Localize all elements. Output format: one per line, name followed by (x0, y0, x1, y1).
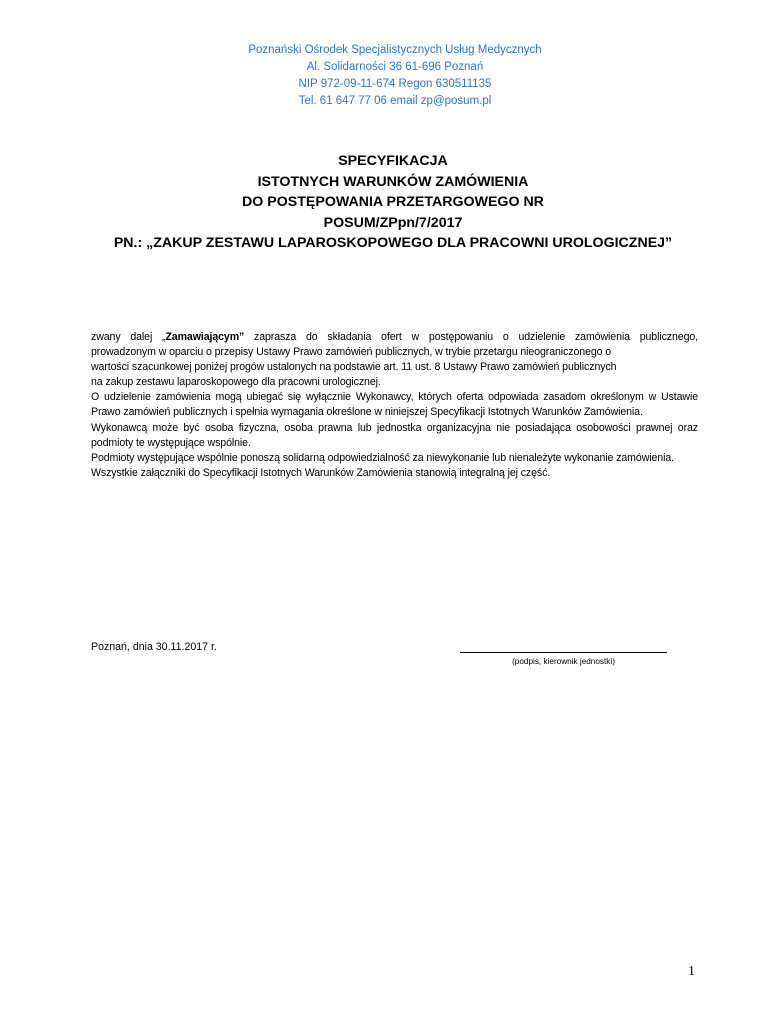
organization-header (0, 42, 770, 110)
title-line-5: PN.: „ZAKUP ZESTAWU LAPAROSKOPOWEGO DLA PRACOWNI UROLOGICZNEJ” (113, 235, 673, 251)
intro-paragraph (91, 330, 698, 390)
joint-liability-paragraph: Podmioty występujące wspólnie ponoszą solidarną odpowiedzialność za niewykonanie lub nienależyte wykonanie zamówienia. (91, 451, 674, 464)
title-line-1: SPECYFIKACJA (338, 153, 448, 169)
title-line-4: POSUM/ZPpn/7/2017 (323, 214, 463, 231)
intro-line-3: wartości szacunkowej poniżej progów ustalonych na podstawie art. 11 ust. 8 Ustawy Prawo zamówień publicznych (91, 361, 617, 374)
organization-address: Al. Solidarności 36 61-696 Poznań (306, 61, 484, 73)
contractor-paragraph: Wykonawcą może być osoba fizyczna, osoba prawna lub jednostka organizacyjna nie posiadająca osobowości prawnej oraz podmioty te występujące wspólnie. (91, 421, 698, 449)
title-line-2: ISTOTNYCH WARUNKÓW ZAMÓWIENIA (257, 173, 529, 190)
document-title (0, 151, 770, 254)
organization-nip-regon: NIP 972-09-11-674 Regon 630511135 (298, 78, 492, 90)
intro-line-2: prowadzonym w oparciu o przepisy Ustawy Prawo zamówień publicznych, w trybie przetargu nieograniczonego o (91, 346, 612, 359)
organization-name: Poznański Ośrodek Specjalistycznych Usług Medycznych (248, 44, 542, 56)
intro-line-1-rest: zaprasza do składania ofert w postępowaniu o udzielenie zamówienia publicznego, (244, 331, 698, 343)
place-date: Poznań, dnia 30.11.2017 r. (91, 641, 217, 653)
signature-caption: (podpis, kierownik jednostki) (512, 657, 615, 666)
attachments-paragraph: Wszystkie załączniki do Specyfikacji Istotnych Warunków Zamówienia stanowią integralną jej część. (91, 466, 551, 479)
eligibility-paragraph: O udzielenie zamówienia mogą ubiegać się wyłącznie Wykonawcy, których oferta odpowiada zasadom określonym w Ustawie Prawo zamówień publicznych i spełnia wymagania określone w niniejszej Specyfikacji Istotnych Warunków Zamówienia. (91, 391, 698, 419)
organization-contact: Tel. 61 647 77 06 email zp@posum.pl (298, 95, 492, 107)
intro-line-4: na zakup zestawu laparoskopowego dla pracowni urologicznej. (91, 376, 381, 389)
intro-prefix: zwany dalej „ (91, 331, 166, 343)
document-body (91, 330, 698, 481)
intro-bold-term: Zamawiającym” (165, 331, 245, 343)
title-line-3: DO POSTĘPOWANIA PRZETARGOWEGO NR (242, 194, 544, 210)
intro-line-1 (91, 330, 698, 345)
page-number: 1 (688, 964, 695, 979)
signature-line (460, 652, 667, 653)
